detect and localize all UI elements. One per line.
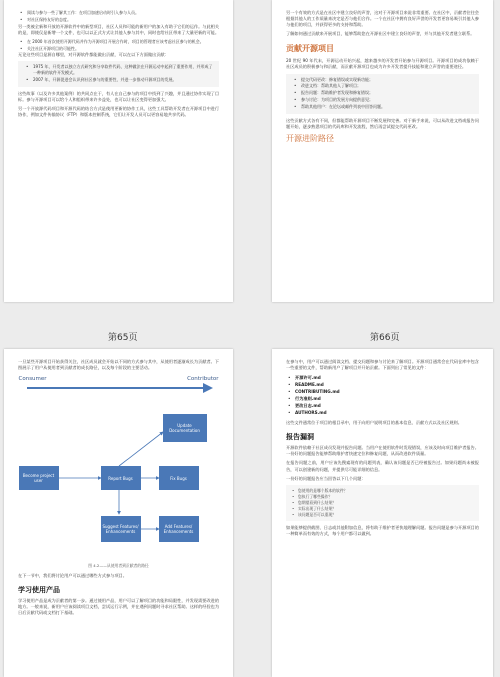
list-item: • 您使用的是哪个版本的软件？: [291, 488, 474, 494]
become-user-node: Become project user: [19, 466, 59, 490]
figure-caption: 图 4.2——从使用者到贡献者的路径: [88, 563, 149, 569]
paragraph: 这些文件通常位于项目的根目录中，用于向用户说明项目的基本信息、贡献方式以及社区规则。: [286, 420, 462, 426]
page-number-label: 第66页: [370, 333, 400, 343]
list-item: • 参与讨论：为项目的发展方向提供意见；: [292, 97, 473, 103]
list-item: • 报告问题：帮助维护者发现和修复错误；: [292, 90, 473, 96]
list-item: • 在 2000 年首次使用开源代码并作为开源项目开展合作时，项目的管理者应该考虑社区参与的机会。: [18, 39, 219, 45]
list-item: • 实际出现了什么结果？: [291, 506, 474, 512]
paragraph: 一份好的问题报告应当回答以下几个问题：: [286, 475, 366, 481]
list-item: • 关注社区开源项目的可能性。: [18, 46, 219, 52]
paragraph: 无论这些项目是源自哪里，对开源软件都能做出贡献，可以在以下方面做出贡献：: [18, 52, 169, 58]
connector: [119, 432, 163, 466]
contributor-label: Contributor: [187, 376, 219, 383]
document-page-66: [272, 0, 493, 302]
document-page-68: [272, 349, 493, 677]
paragraph: 这些贡献方式各有不同，但都能帮助开源项目不断发展和完善。对于新手来说，可以从改进文档或报告问题开始，逐步熟悉项目的代码库和开发流程，然后再尝试提交代码更改。: [286, 117, 479, 129]
file-item: • 更改日志.md: [286, 402, 479, 409]
list-item: • 您执行了哪些操作？: [291, 494, 474, 500]
quote-item: • 1975 年，开发者以独立方式研究和分享软件代码，这种做法在开源运动中起到了重要作用，并形成了一种新的软件开发模式。: [24, 64, 213, 76]
paragraph: 20 世纪 90 年代末，开源运动开始兴起，越来越多的开发者开始参与开源项目。开源项目的成功依赖于社区成员的积极参与和贡献，而贡献开源项目也成为许多开发者提升技能和建立声誉的重要途径。: [286, 58, 479, 70]
suggest-features-node: Suggest Features/ Enhancements: [101, 516, 141, 542]
consumer-contributor-diagram: [19, 374, 219, 562]
page-number-label: 第65页: [108, 333, 138, 343]
paragraph: 了解如何通过贡献来开展项目，能够帮助您在开源社区中建立良好的声誉，并与其他开发者建立联系。: [286, 31, 475, 37]
paragraph: 在报告问题之前，用户应该先搜索现有的问题列表，确认该问题是否已经被报告过。如果问题尚未被报告，可以创建新的问题，并提供尽可能详细的信息。: [286, 460, 479, 472]
file-item: • 行为准则.md: [286, 395, 479, 402]
file-list: [286, 374, 479, 416]
section-heading: 贡献开源项目: [286, 44, 334, 54]
paragraph: 开源软件依赖于社区成员发现并报告问题。当用户在使用软件时发现错误，应该及时向项目维护者报告。一份好的问题报告能够帮助维护者快速定位和修复问题，从而改进软件质量。: [286, 445, 479, 457]
file-item: • README.md: [286, 381, 479, 388]
paragraph: 在参与中，用户可以通过阅读文档、提交问题和参与讨论来了解项目。开源项目通常会在代码仓库中包含一些重要的文件，帮助新用户了解项目并开始贡献。下面列出了常见的文件：: [286, 359, 479, 371]
paragraph: 另一个有效的方式是在社区中建立良好的声誉，这对于开源项目来说非常重要。在社区中，贡献者往往会根据其他人的工作质量来决定是否与他们合作。一个在社区中拥有良好声誉的开发者更容易吸引其他人参与他们的项目，并获得更多的支持和帮助。: [286, 10, 479, 28]
sub-heading: 开源进阶路径: [286, 133, 334, 143]
list-item: • 对社区保持友好的态度。: [18, 17, 219, 23]
file-item: • 开源许可.md: [286, 374, 479, 381]
paragraph: 在下一节中，我们将讨论用户可以通过哪些方式参与项目。: [18, 573, 127, 579]
paragraph: 学习使用产品是成为贡献者的第一步。通过使用产品，用户可以了解项目的功能和局限性，并发现需要改进的地方。一般来说，新用户应该阅读项目文档，尝试运行示例，并在遇到问题时寻求社区帮助。这样的经验也为日后贡献代码或文档打下基础。: [18, 598, 220, 616]
file-item: • AUTHORS.md: [286, 409, 479, 416]
list-item: • 该问题是否可以重现？: [291, 512, 474, 518]
fix-bugs-node: Fix Bugs: [159, 466, 199, 490]
list-item: • 改进文档：帮助其他人了解项目；: [292, 83, 473, 89]
paragraph: 另一个开放源代码项目和开源代码的结合方式是使用更新的协作工具，这些工具帮助开发者在开源项目中进行协作，例如文件传输协议（FTP）和版本控制系统，它们让开发人员可以更容易地共享代码。: [18, 106, 220, 118]
document-page-65: [4, 0, 233, 302]
list-item: • 帮助其他用户：在论坛或邮件列表中回答问题。: [292, 104, 473, 110]
consumer-label: Consumer: [18, 376, 47, 383]
document-page-67: [4, 349, 233, 677]
section-heading: 学习使用产品: [18, 586, 60, 595]
list-item: • 提交代码更改：修复错误或实现新功能；: [292, 77, 473, 83]
question-list: [286, 485, 479, 521]
paragraph: 另一类被全新和开放的开源软件中的新型项目，社区人员和可能的新用户的加入有助于它们的运作。与此相关的是，即使仅是新增一个文件，也可以以正式方式让其他人参与其中，同时也给社区带来了大量更新的可能。: [18, 23, 220, 35]
paragraph: 如果能够提供截图、日志或其他附加信息，将有助于维护者更快地理解问题。报告问题是参与开源项目的一种简单而有效的方式，每个用户都可以做到。: [286, 524, 479, 536]
quote-block: [18, 61, 219, 86]
paragraph: 这些故事（以及许多其他案例）的共同点在于，有人在自己参与的项目中找到了兴趣，并且通过协作实现了目标。参与开源项目可以给个人和组织带来许多益处，也可以让社区变得更加强大。: [18, 90, 220, 102]
update-documentation-node: Update Documentation: [163, 414, 207, 442]
paragraph: 一旦某些开源项目开始获得关注，社区成员就会开始以不同的方式参与其中，从使用者逐渐成长为贡献者。下图展示了用户从使用者到贡献者的成长路径，以及每个阶段的主要活动。: [18, 359, 220, 371]
report-bugs-node: Report Bugs: [101, 466, 141, 490]
add-features-node: Add Features/ Enhancements: [159, 516, 199, 542]
list-item: • 阅读与参与一些了解其工作：在项目加速启动时引入参与人员。: [18, 10, 219, 16]
quote-item: • 2007 年，开源促进会认识到社区参与的重要性，并进一步推动开源项目的发展。: [24, 77, 213, 83]
bullet-block: [286, 74, 479, 114]
file-item: • CONTRIBUTING.md: [286, 388, 479, 395]
list-item: • 您期望看到什么结果？: [291, 500, 474, 506]
section-heading: 报告漏洞: [286, 433, 314, 442]
